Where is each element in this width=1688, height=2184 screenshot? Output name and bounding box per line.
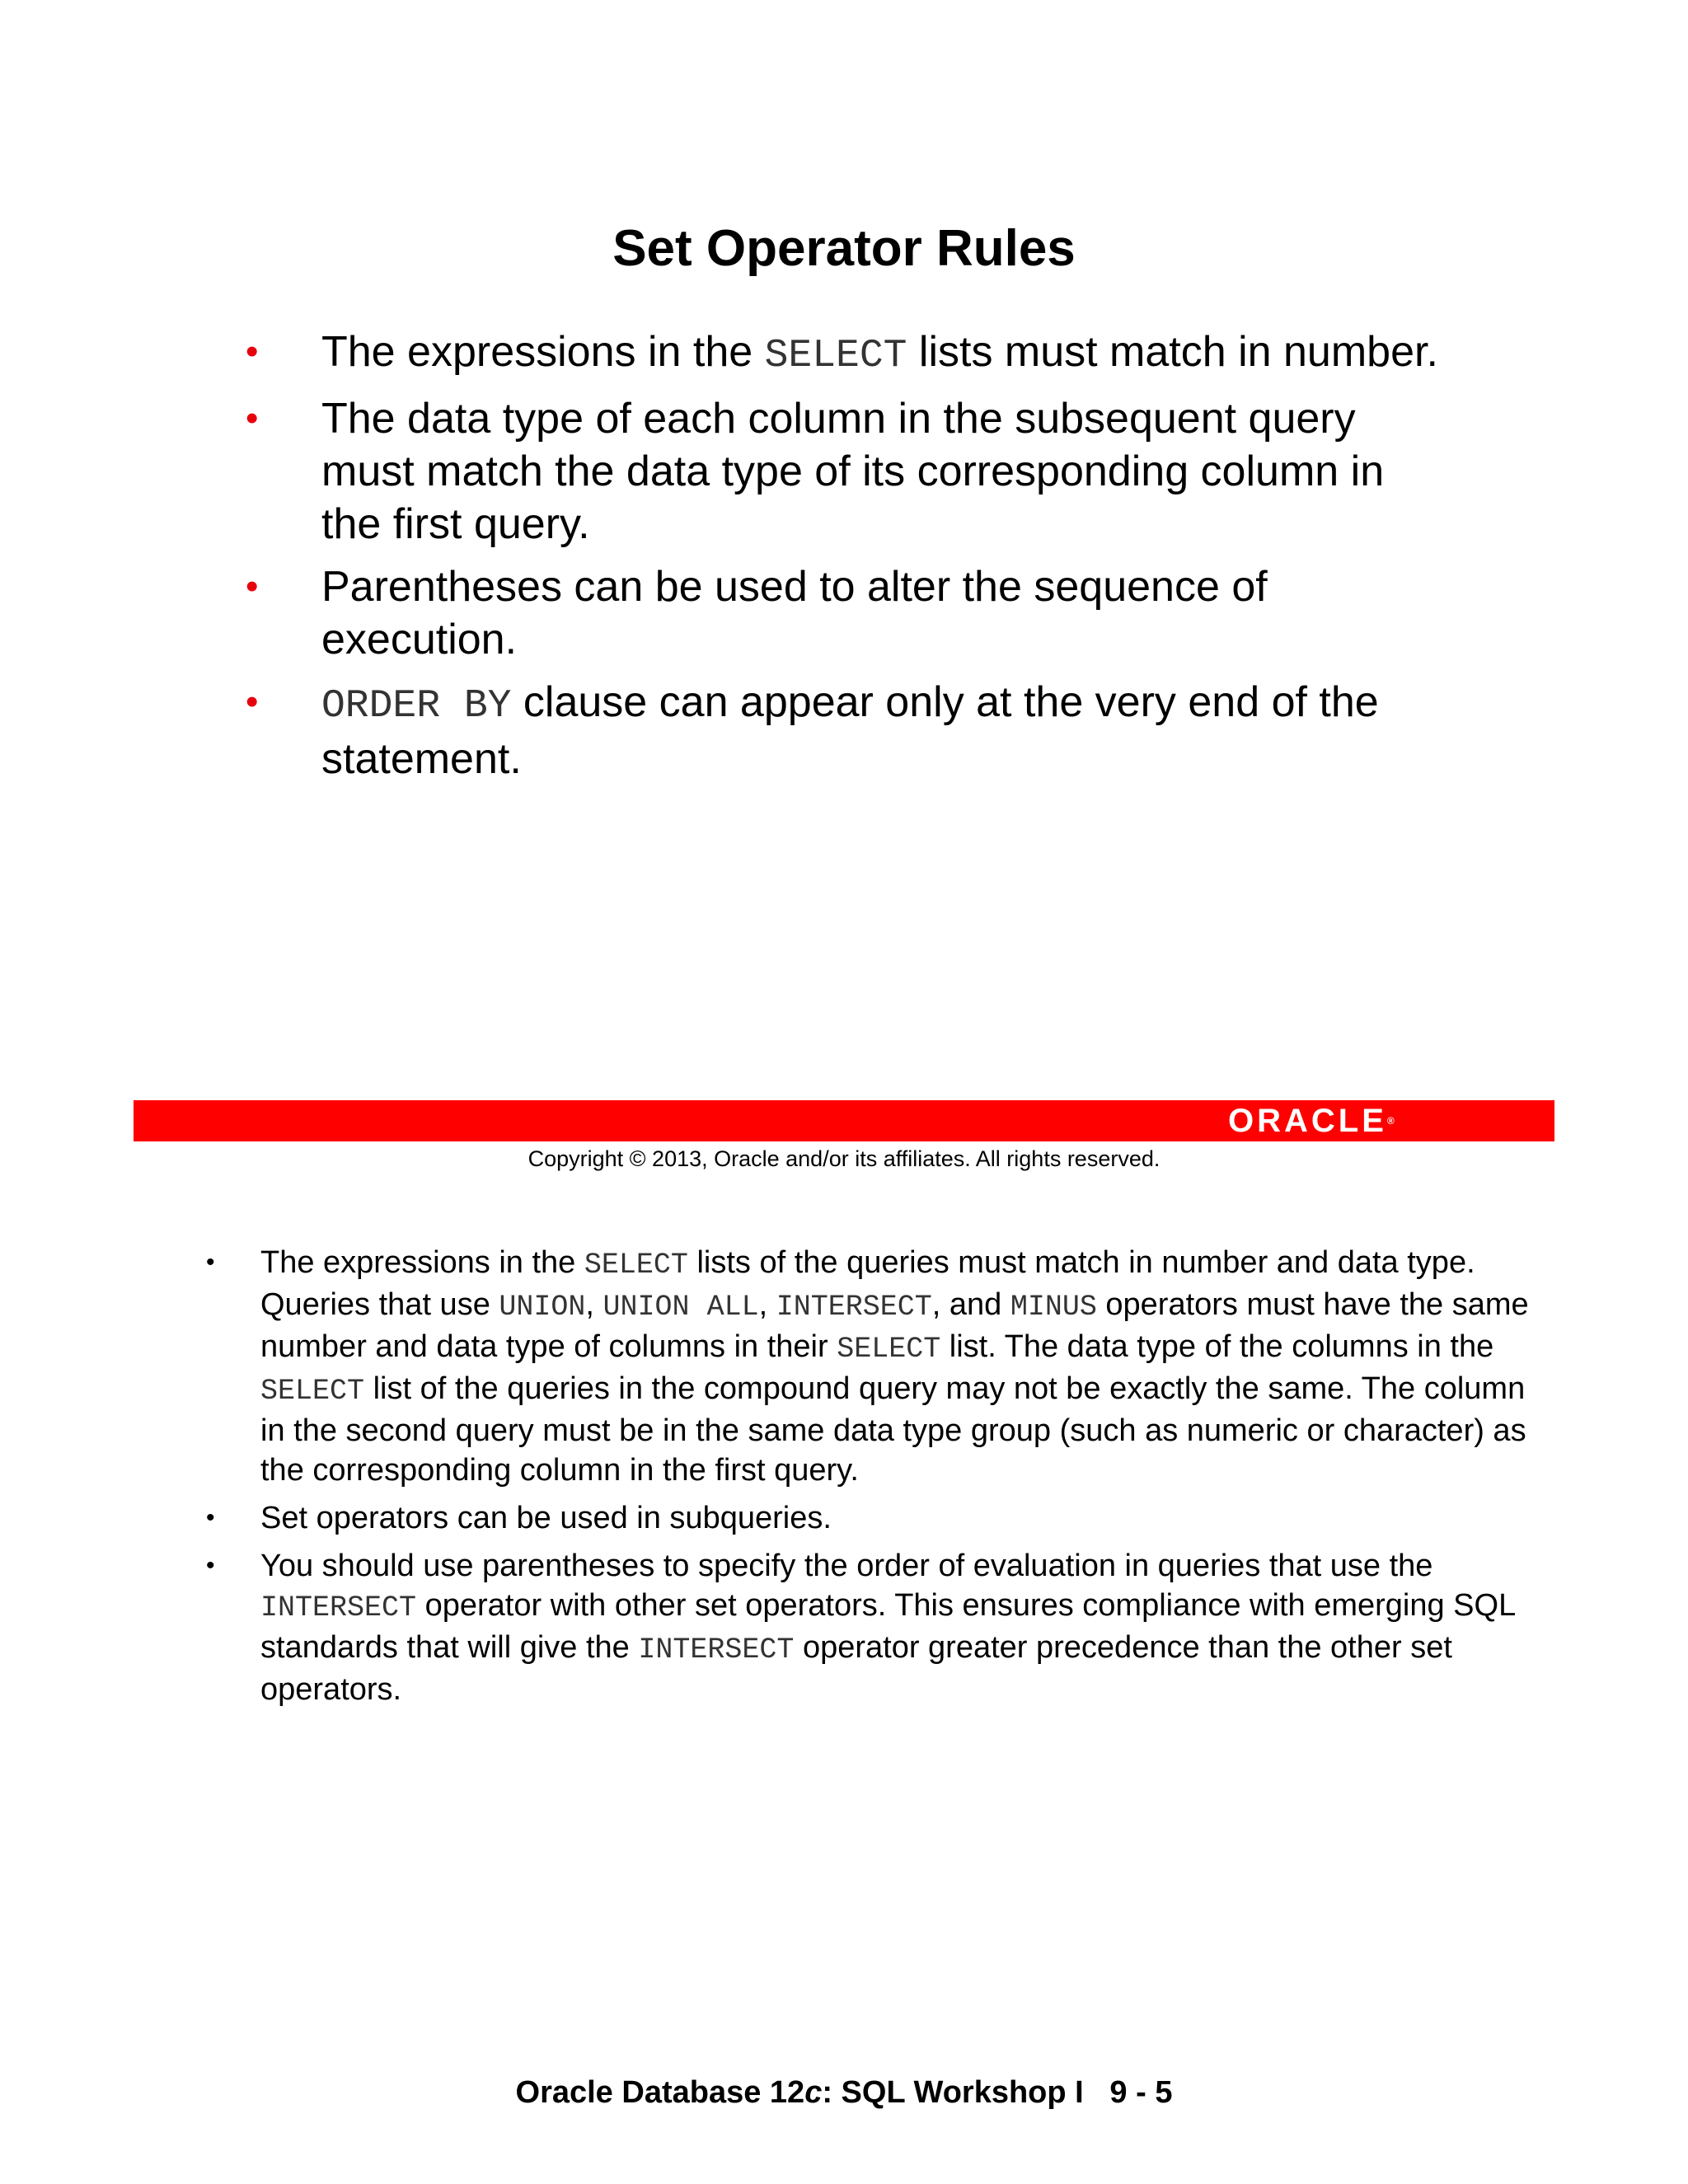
slide-bullet-item (231, 676, 1451, 785)
note-text: operator with other set operators. This ensures compliance with emerging SQL standards that will give the (260, 1588, 1515, 1665)
note-text: operators must have the same number and data type of columns in their (260, 1287, 1529, 1364)
oracle-logo-text: ORACLE (1228, 1103, 1387, 1139)
code-keyword: INTERSECT (638, 1633, 795, 1666)
copyright-notice: Copyright © 2013, Oracle and/or its affiliates. All rights reserved. (528, 1146, 1160, 1171)
bullet-icon: • (246, 398, 259, 438)
code-keyword: MINUS (1010, 1291, 1097, 1324)
bullet-text: clause can appear only at the very end of the statement. (321, 678, 1379, 783)
bullet-text: lists must match in number. (907, 328, 1438, 376)
code-keyword: INTERSECT (776, 1291, 932, 1324)
note-text: list of the queries in the compound query may not be exactly the same. The column in the second query must be in the same data type group (such as numeric or character) as the corresponding column in the first query. (260, 1371, 1526, 1488)
code-keyword: UNION (499, 1291, 586, 1324)
footer-product-prefix: Oracle Database 12 (515, 2075, 805, 2110)
oracle-logo: ORACLE® (1228, 1103, 1395, 1139)
note-text: Set operators can be used in subqueries. (260, 1501, 832, 1535)
code-keyword: UNION ALL (603, 1291, 759, 1324)
note-text: , (585, 1287, 603, 1322)
bullet-icon: • (246, 566, 259, 607)
code-keyword: SELECT (584, 1249, 688, 1282)
slide-title: Set Operator Rules (612, 219, 1076, 277)
code-keyword: SELECT (260, 1375, 365, 1408)
footer-product-italic: c (804, 2075, 823, 2110)
slide-bullet-item (231, 560, 1451, 666)
slide-bullet-list (231, 326, 1451, 795)
bullet-text: The expressions in the (321, 328, 765, 376)
note-text: operator greater precedence than the other set operators. (260, 1630, 1452, 1707)
notes-list (206, 1243, 1558, 1718)
note-text: lists of the queries must match in number and data type. Queries that use (260, 1245, 1475, 1322)
bullet-icon: • (206, 1552, 215, 1579)
note-text: list. The data type of the columns in the (940, 1329, 1494, 1364)
bullet-icon: • (206, 1249, 215, 1276)
bullet-icon: • (206, 1504, 215, 1531)
note-text: , and (931, 1287, 1010, 1322)
code-keyword: SELECT (837, 1333, 941, 1366)
notes-item (206, 1498, 1558, 1538)
notes-item (206, 1546, 1558, 1709)
notes-item (206, 1243, 1558, 1490)
code-keyword: SELECT (764, 334, 907, 378)
page-footer (0, 2072, 1688, 2113)
bullet-icon: • (246, 682, 259, 722)
slide-bullet-item (231, 326, 1451, 382)
note-text: You should use parentheses to specify the order of evaluation in queries that use the (260, 1549, 1433, 1583)
slide-bullet-item (231, 392, 1451, 551)
note-text: The expressions in the (260, 1245, 584, 1280)
code-keyword: ORDER BY (321, 684, 512, 729)
bullet-text: Parentheses can be used to alter the sequence of execution. (321, 563, 1268, 663)
bullet-icon: • (246, 331, 259, 372)
bullet-text: The data type of each column in the subsequent query must match the data type of its corresponding column in the first query. (321, 395, 1385, 548)
code-keyword: INTERSECT (260, 1591, 417, 1624)
page-number: 9 - 5 (1109, 2075, 1173, 2110)
note-text: , (758, 1287, 776, 1322)
footer-product-suffix: : SQL Workshop I (822, 2075, 1084, 2110)
